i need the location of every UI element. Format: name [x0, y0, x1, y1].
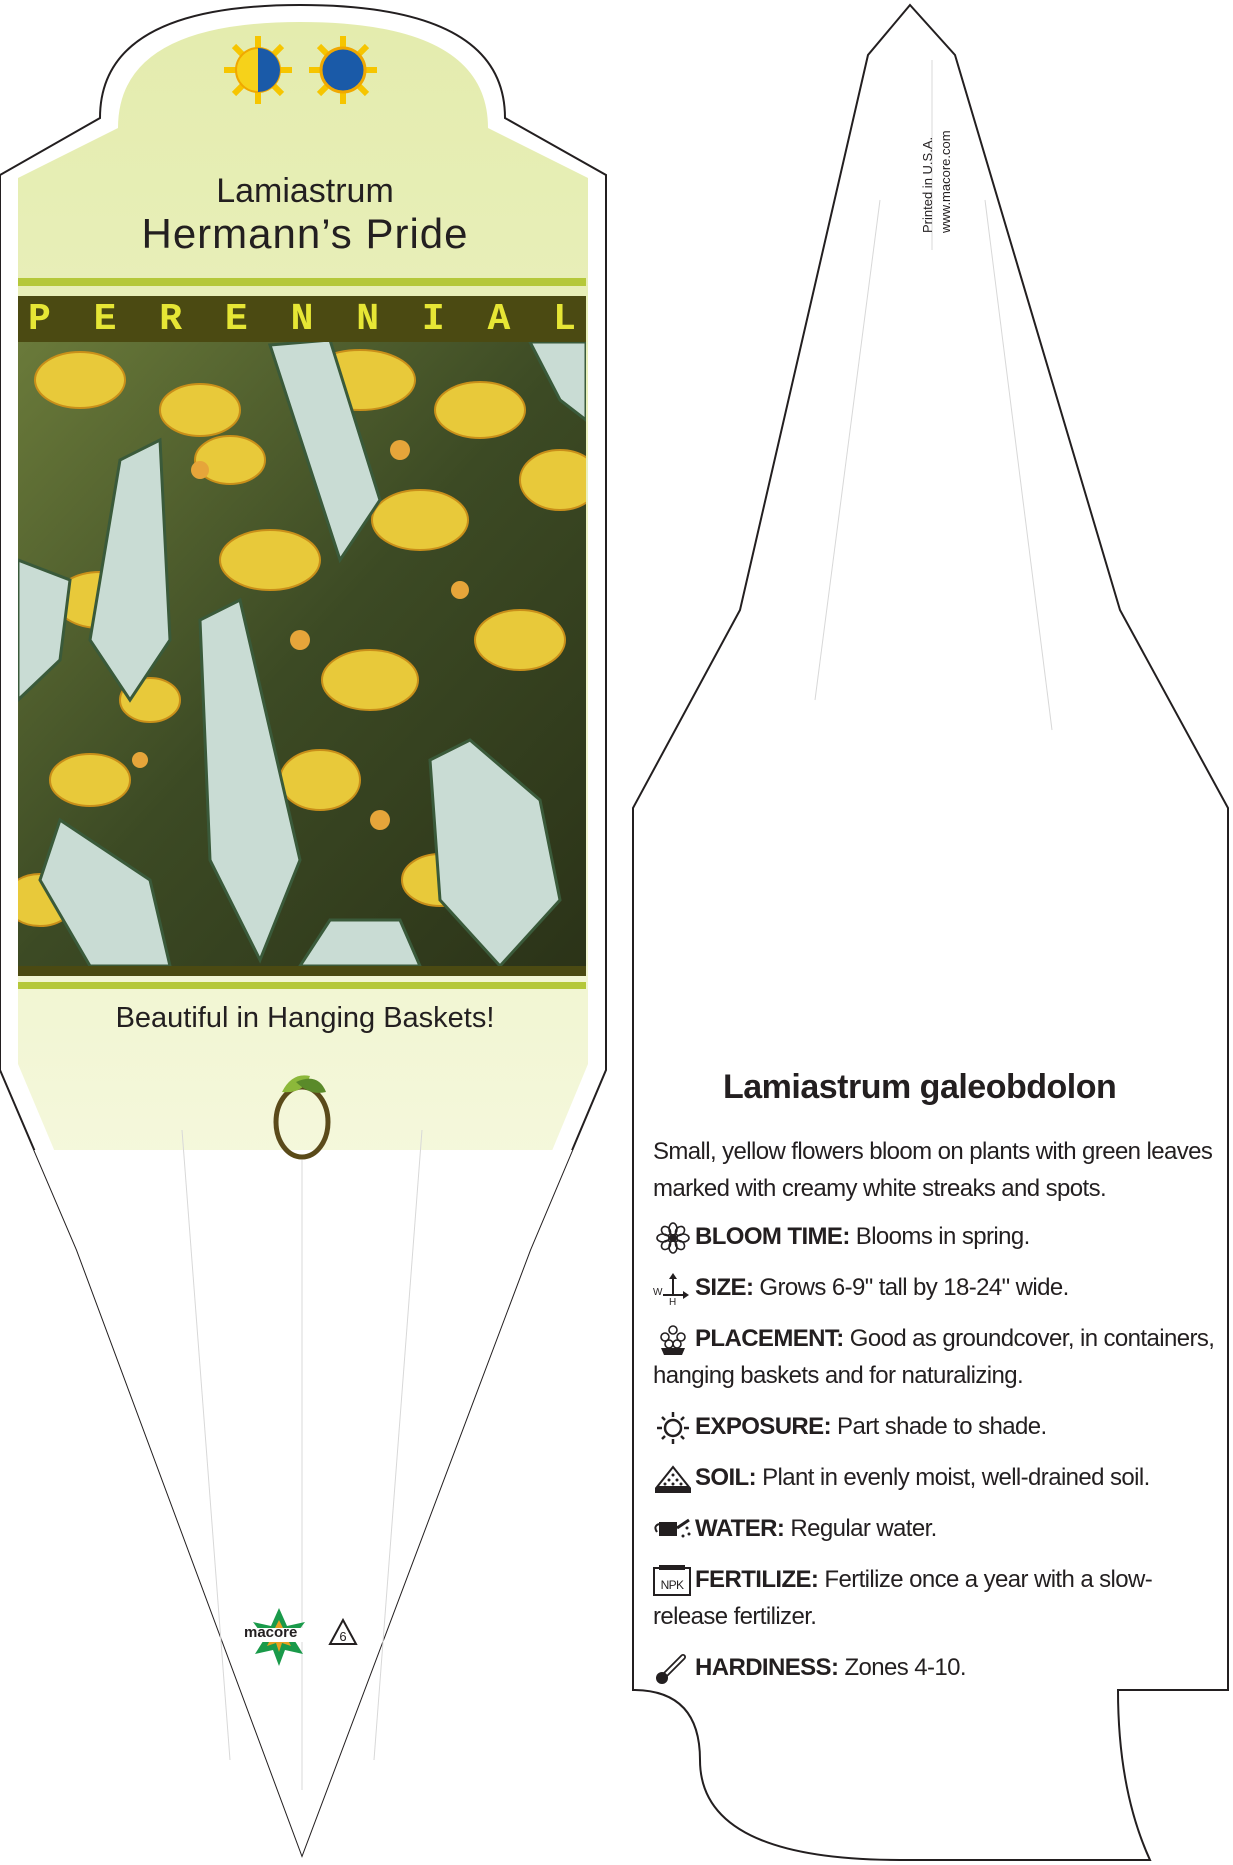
plant-description: Small, yellow flowers bloom on plants with green leaves marked with creamy white streaks and spots.: [653, 1138, 1213, 1202]
category-letter: E: [224, 297, 248, 341]
category-letter: I: [421, 297, 445, 341]
placement-icon: [653, 1324, 693, 1356]
tagline: Beautiful in Hanging Baskets!: [115, 1002, 495, 1034]
title-rule: [18, 278, 586, 286]
care-row-water: [653, 1510, 1223, 1547]
care-label: PLACEMENT:: [695, 1325, 844, 1352]
care-text: Fertilize once a year with a slow-release fertilizer.: [653, 1566, 1153, 1630]
care-text: Regular water.: [790, 1515, 937, 1542]
printed-info: [912, 95, 972, 245]
category-letter: P: [28, 297, 51, 341]
care-text: Grows 6-9" tall by 18-24" wide.: [759, 1274, 1069, 1301]
care-label: SOIL:: [695, 1464, 756, 1491]
category-letter: N: [356, 297, 380, 341]
printed-label: Printed in U.S.A.: [920, 136, 935, 233]
care-row-exposure: [653, 1408, 1223, 1445]
recycle-code: 6: [339, 1629, 347, 1644]
genus-name: Lamiastrum: [216, 172, 394, 210]
npk-label: NPK: [660, 1577, 684, 1592]
care-row-soil: [653, 1459, 1223, 1496]
care-row-bloom-time: [653, 1218, 1223, 1255]
width-letter: W: [653, 1286, 662, 1298]
care-label: SIZE:: [695, 1274, 754, 1301]
sun-outline-icon: [653, 1412, 693, 1444]
part-sun-icon: [224, 36, 292, 104]
category-letter: R: [159, 297, 183, 341]
watering-can-icon: [653, 1514, 693, 1546]
care-row-hardiness: [653, 1649, 1223, 1686]
care-row-fertilize: [653, 1561, 1223, 1635]
brand-name: macore: [244, 1624, 298, 1641]
care-label: EXPOSURE:: [695, 1413, 831, 1440]
cultivar-name: Hermann’s Pride: [141, 210, 469, 257]
care-row-placement: [653, 1320, 1223, 1394]
npk-icon: [653, 1565, 693, 1597]
care-label: WATER:: [695, 1515, 785, 1542]
care-text: Zones 4-10.: [844, 1654, 966, 1681]
flower-icon: [653, 1222, 693, 1254]
care-row-size: [653, 1269, 1223, 1306]
botanical-name: Lamiastrum galeobdolon: [723, 1068, 1117, 1106]
full-shade-icon: [309, 36, 377, 104]
website: www.macore.com: [938, 130, 953, 233]
size-icon: [653, 1273, 693, 1305]
care-text: Blooms in spring.: [855, 1223, 1030, 1250]
height-letter: H: [669, 1296, 676, 1305]
category-label: [18, 296, 586, 342]
recycle-icon: [328, 1618, 358, 1648]
care-text: Plant in evenly moist, well-drained soil.: [762, 1464, 1150, 1491]
photo-bottom-band: [18, 966, 586, 976]
category-letter: A: [487, 297, 511, 341]
plant-photo: [5, 340, 600, 966]
thermometer-icon: [653, 1653, 693, 1685]
care-text: Part shade to shade.: [837, 1413, 1047, 1440]
care-label: HARDINESS:: [695, 1654, 839, 1681]
photo-rule: [18, 982, 586, 989]
care-label: FERTILIZE:: [695, 1566, 819, 1593]
soil-icon: [653, 1463, 693, 1495]
category-letter: L: [553, 297, 576, 341]
care-text: Good as groundcover, in containers, hanging baskets and for naturalizing.: [653, 1325, 1215, 1389]
category-letter: E: [93, 297, 117, 341]
care-label: BLOOM TIME:: [695, 1223, 850, 1250]
category-letter: N: [290, 297, 314, 341]
